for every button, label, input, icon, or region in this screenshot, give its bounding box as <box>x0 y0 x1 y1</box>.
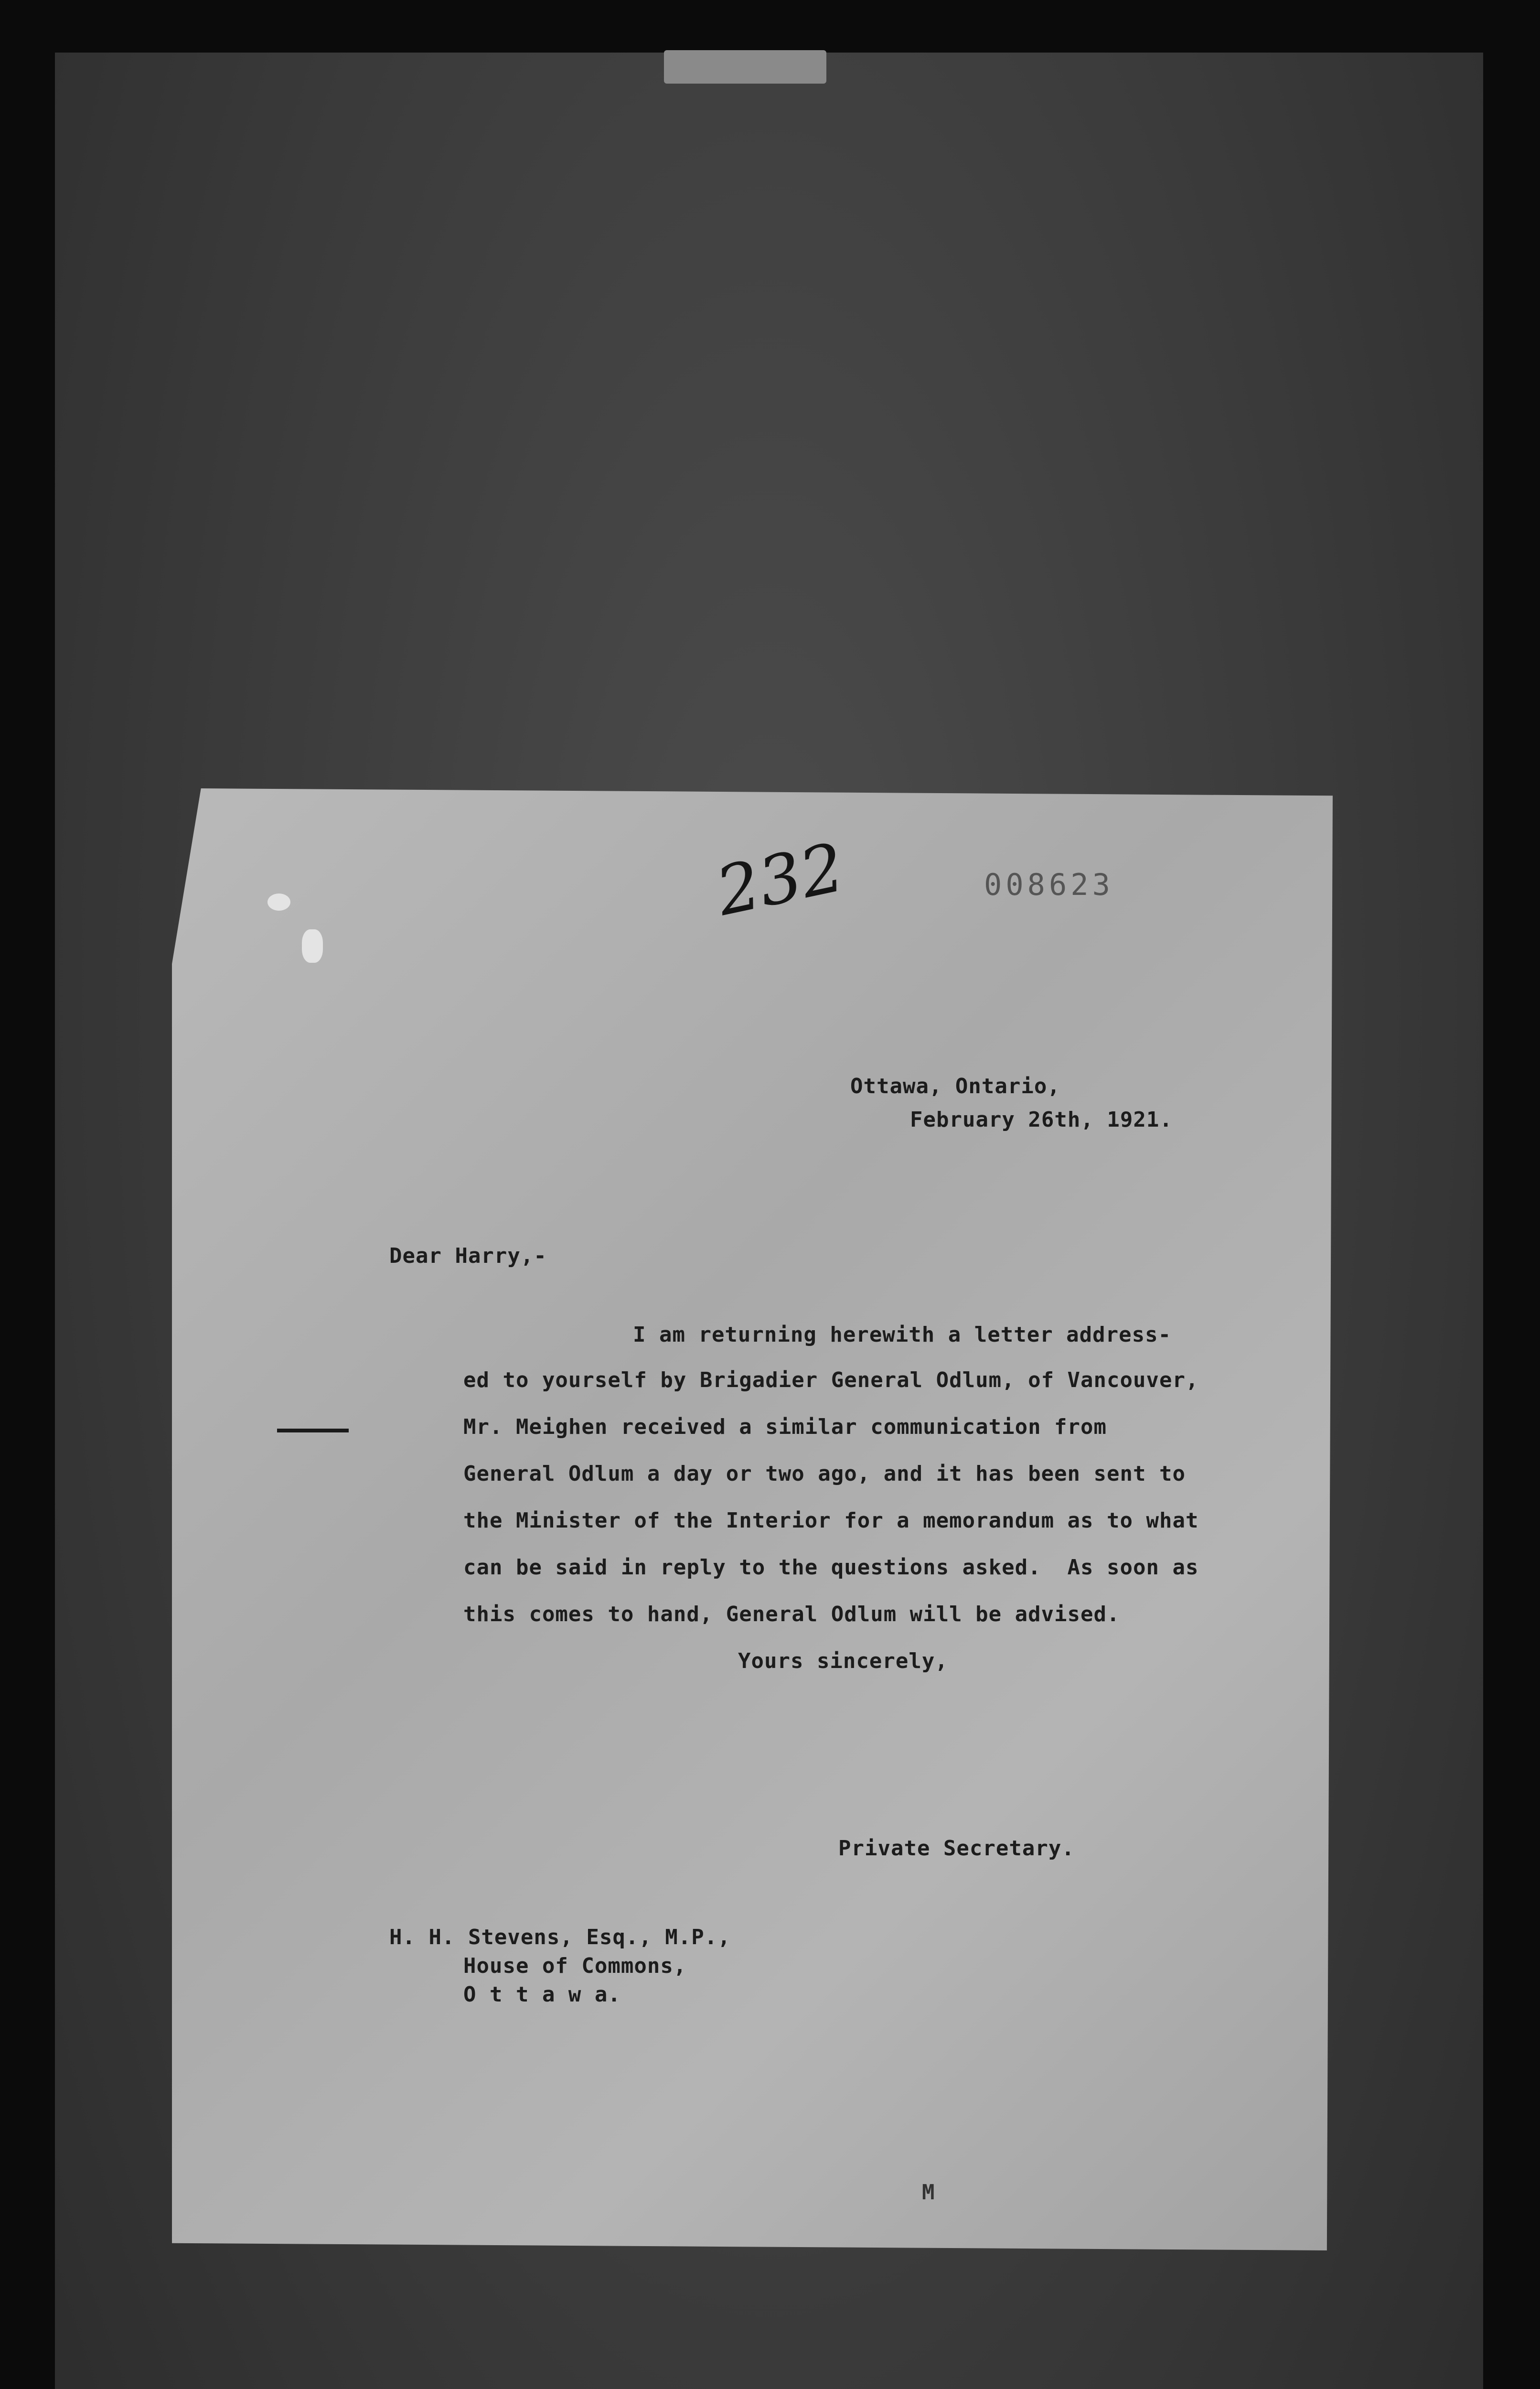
mount-clip <box>664 50 826 84</box>
letter-place: Ottawa, Ontario, <box>850 1074 1060 1098</box>
letter-body-line: the Minister of the Interior for a memorandum as to what <box>463 1508 1199 1533</box>
handwritten-folio-number: 232 <box>709 829 851 931</box>
letter-signature-title: Private Secretary. <box>838 1836 1075 1861</box>
margin-mark <box>277 1429 349 1432</box>
letter-footer-mark: M <box>922 2180 935 2205</box>
recipient-line: H. H. Stevens, Esq., M.P., <box>389 1925 731 1949</box>
letter-body-line: can be said in reply to the questions asked. As soon as <box>463 1555 1199 1580</box>
punch-hole-bottom <box>302 929 323 963</box>
recipient-line: House of Commons, <box>463 1954 687 1978</box>
letter-body-line: this comes to hand, General Odlum will be advised. <box>463 1602 1120 1626</box>
letter-body-line: I am returning herewith a letter address- <box>633 1323 1172 1347</box>
document-stamp-number: 008623 <box>984 867 1114 902</box>
letter-salutation: Dear Harry,- <box>389 1244 547 1268</box>
letter-body-line: General Odlum a day or two ago, and it has been sent to <box>463 1462 1186 1486</box>
letter-body-line: ed to yourself by Brigadier General Odlum, of Vancouver, <box>463 1368 1199 1392</box>
letter-closing: Yours sincerely, <box>738 1649 948 1673</box>
recipient-line: O t t a w a. <box>463 1982 621 2007</box>
punch-hole-top <box>267 893 290 911</box>
letter-body-line: Mr. Meighen received a similar communication from <box>463 1415 1107 1439</box>
letter-date: February 26th, 1921. <box>910 1108 1173 1132</box>
